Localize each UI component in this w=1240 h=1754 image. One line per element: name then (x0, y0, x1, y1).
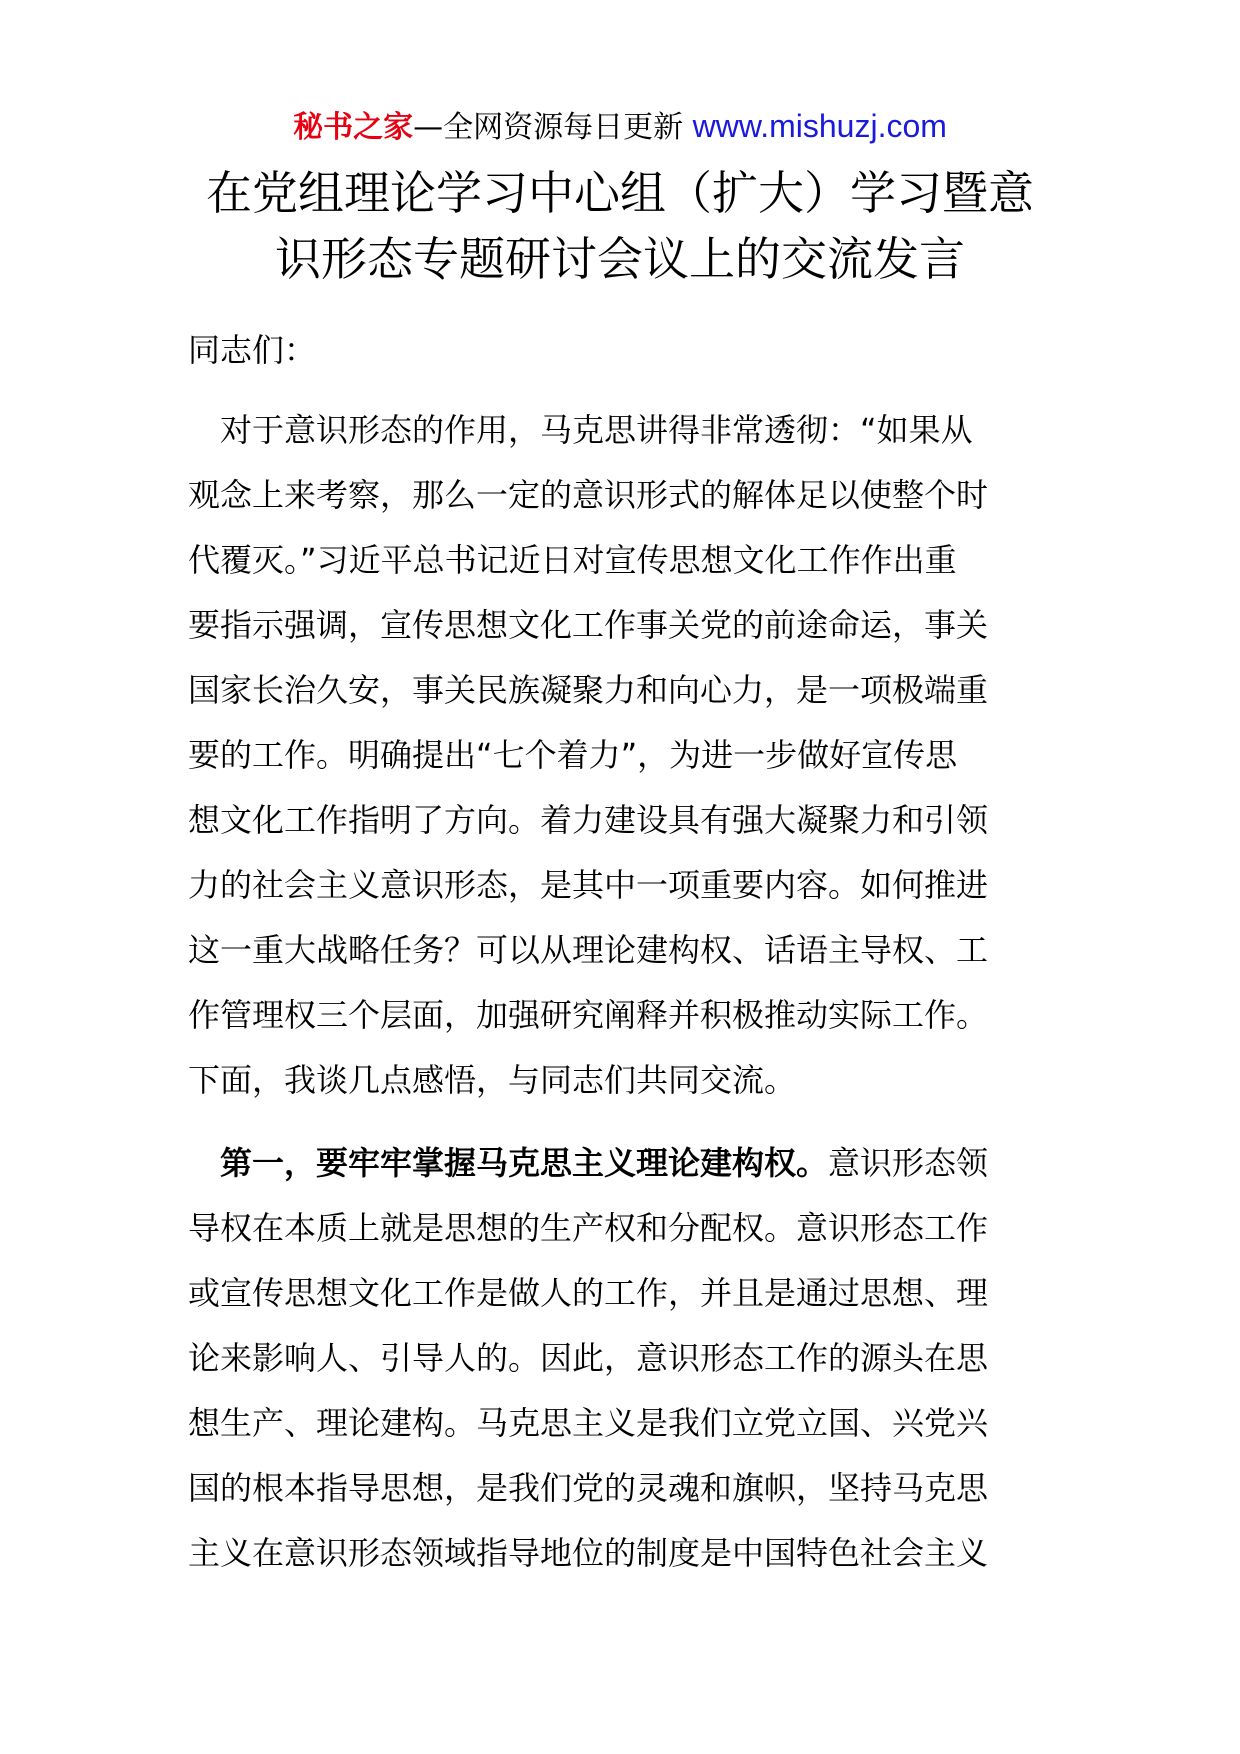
paragraph-line: 力的社会主义意识形态，是其中一项重要内容。如何推进 (188, 866, 989, 904)
paragraph-line: 国家长治久安，事关民族凝聚力和向心力，是一项极端重 (188, 671, 989, 709)
greeting: 同志们： (188, 331, 317, 369)
paragraph-line: 导权在本质上就是思想的生产权和分配权。意识形态工作 (188, 1209, 989, 1247)
paragraph-line: 国的根本指导思想，是我们党的灵魂和旗帜，坚持马克思 (188, 1469, 989, 1507)
paragraph-text: 意识形态领 (828, 1144, 989, 1182)
document-title (140, 160, 1100, 292)
paragraph-line: 观念上来考察，那么一定的意识形式的解体足以使整个时 (188, 476, 989, 514)
paragraph-line: 想生产、理论建构。马克思主义是我们立党立国、兴党兴 (188, 1404, 989, 1442)
paragraph-line: 对于意识形态的作用，马克思讲得非常透彻：“如果从 (188, 411, 973, 449)
paragraph-line: 下面，我谈几点感悟，与同志们共同交流。 (188, 1061, 797, 1099)
paragraph-line: 代覆灭。”习近平总书记近日对宣传思想文化工作作出重 (188, 541, 957, 579)
paragraph-line: 论来影响人、引导人的。因此，意识形态工作的源头在思 (188, 1339, 989, 1377)
banner-slogan: —全网资源每日更新 (413, 110, 693, 145)
section-heading-1: 第一，要牢牢掌握马克思主义理论建构权。 (188, 1144, 829, 1182)
paragraph-line: 主义在意识形态领域指导地位的制度是中国特色社会主义 (188, 1534, 989, 1572)
paragraph-line: 这一重大战略任务？可以从理论建构权、话语主导权、工 (188, 931, 989, 969)
title-line-1: 在党组理论学习中心组（扩大）学习暨意 (206, 166, 1034, 220)
site-url-link[interactable]: www.mishuzj.com (692, 108, 947, 144)
site-banner (0, 104, 1240, 150)
paragraph-1 (188, 398, 1058, 1113)
paragraph-line: 要的工作。明确提出“七个着力”，为进一步做好宣传思 (188, 736, 958, 774)
paragraph-line: 想文化工作指明了方向。着力建设具有强大凝聚力和引领 (188, 801, 989, 839)
paragraph-line: 要指示强调，宣传思想文化工作事关党的前途命运，事关 (188, 606, 989, 644)
title-line-2: 识形态专题研讨会议上的交流发言 (275, 232, 965, 286)
brand-name: 秘书之家 (293, 110, 414, 145)
paragraph-2 (188, 1131, 1058, 1586)
paragraph-first-line (188, 1131, 1058, 1196)
paragraph-line: 作管理权三个层面，加强研究阐释并积极推动实际工作。 (188, 996, 989, 1034)
paragraph-line: 或宣传思想文化工作是做人的工作，并且是通过思想、理 (188, 1274, 989, 1312)
